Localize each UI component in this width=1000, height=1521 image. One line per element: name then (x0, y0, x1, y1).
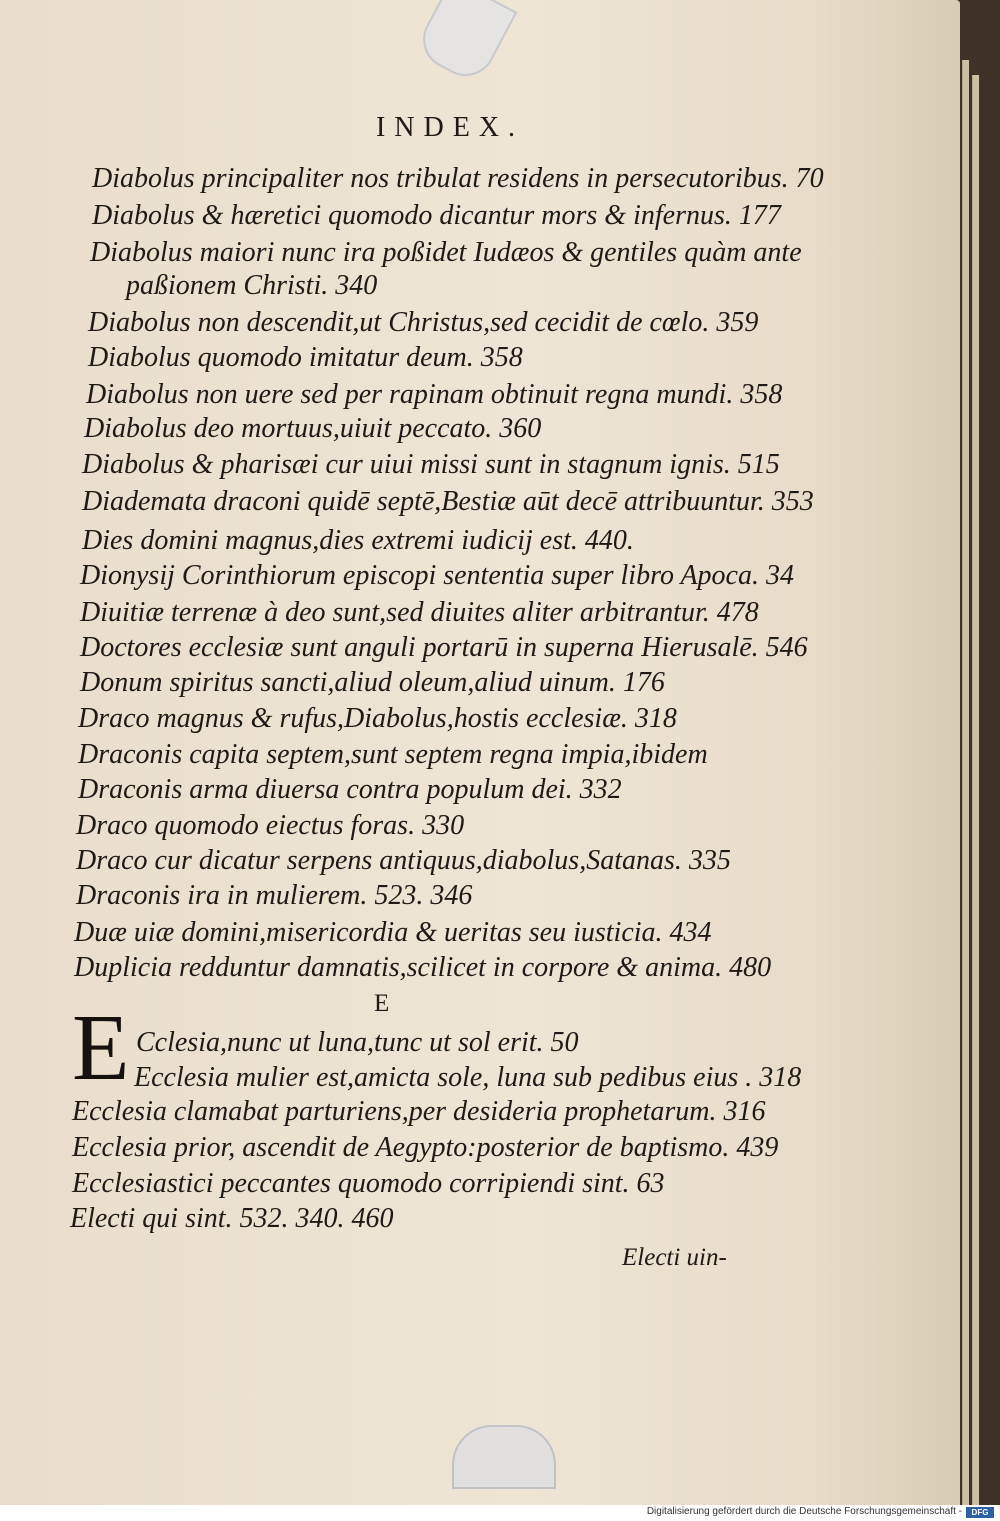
section-letter: E (374, 990, 390, 1017)
index-entry: paßionem Christi. 340 (126, 270, 378, 301)
index-entry: Diabolus & pharisæi cur uiui missi sunt in stagnum ignis. 515 (82, 449, 780, 480)
index-entry: Diabolus quomodo imitatur deum. 358 (88, 342, 523, 373)
index-entry: Ecclesiastici peccantes quomodo corripiendi sint. 63 (72, 1168, 665, 1199)
page-header: INDEX. (375, 112, 525, 143)
index-entry: Diabolus non uere sed per rapinam obtinuit regna mundi. 358 (86, 379, 783, 410)
index-entry: Draconis capita septem,sunt septem regna impia,ibidem (78, 739, 708, 770)
dfg-logo-icon: DFG (966, 1507, 994, 1518)
index-entry: Ecclesia prior, ascendit de Aegypto:posterior de baptismo. 439 (72, 1132, 779, 1163)
index-entry: Draco magnus & rufus,Diabolus,hostis ecclesiæ. 318 (78, 703, 677, 734)
page-clip-top (413, 0, 518, 86)
index-entry: Duplicia redduntur damnatis,scilicet in corpore & anima. 480 (74, 952, 772, 983)
index-entry: Diabolus principaliter nos tribulat residens in persecutoribus. 70 (92, 163, 824, 194)
index-entry: Draco quomodo eiectus foras. 330 (76, 810, 465, 841)
catchword: Electi uin- (622, 1244, 727, 1271)
index-entry: Dionysij Corinthiorum episcopi sententia super libro Apoca. 34 (80, 560, 794, 591)
index-entry: Electi qui sint. 532. 340. 460 (70, 1203, 394, 1234)
index-entry: Duæ uiæ domini,misericordia & ueritas seu iusticia. 434 (74, 917, 712, 948)
page-clip-bottom (452, 1425, 556, 1489)
index-entry: Diabolus deo mortuus,uiuit peccato. 360 (84, 413, 542, 444)
index-entry: Draconis arma diuersa contra populum dei. 332 (78, 774, 622, 805)
index-entry: Diademata draconi quidē septē,Bestiæ aūt decē attribuuntur. 353 (82, 486, 814, 517)
index-entry: Draco cur dicatur serpens antiquus,diabolus,Satanas. 335 (76, 845, 731, 876)
index-entry: Diabolus maiori nunc ira poßidet Iudæos & gentiles quàm ante (90, 237, 802, 268)
drop-initial: E (72, 996, 130, 1100)
index-entry: Dies domini magnus,dies extremi iudicij est. 440. (82, 525, 634, 556)
index-entry: Donum spiritus sancti,aliud oleum,aliud uinum. 176 (80, 667, 665, 698)
footer-credit: Digitalisierung gefördert durch die Deutsche Forschungsgemeinschaft - (646, 1506, 962, 1517)
index-entry: Diuitiæ terrenæ à deo sunt,sed diuites aliter arbitrantur. 478 (80, 597, 759, 628)
index-entry: Cclesia,nunc ut luna,tunc ut sol erit. 50 (136, 1027, 579, 1058)
index-entry: Doctores ecclesiæ sunt anguli portarū in superna Hierusalē. 546 (80, 632, 808, 663)
page-edge (972, 75, 979, 1505)
index-entry: Ecclesia clamabat parturiens,per desideria prophetarum. 316 (72, 1096, 766, 1127)
index-entry: Diabolus & hæretici quomodo dicantur mors & infernus. 177 (92, 200, 781, 231)
index-entry: Draconis ira in mulierem. 523. 346 (76, 880, 473, 911)
index-entry: Diabolus non descendit,ut Christus,sed cecidit de cœlo. 359 (88, 307, 759, 338)
index-entry: Ecclesia mulier est,amicta sole, luna sub pedibus eius . 318 (134, 1062, 802, 1093)
page-edge (962, 60, 969, 1505)
